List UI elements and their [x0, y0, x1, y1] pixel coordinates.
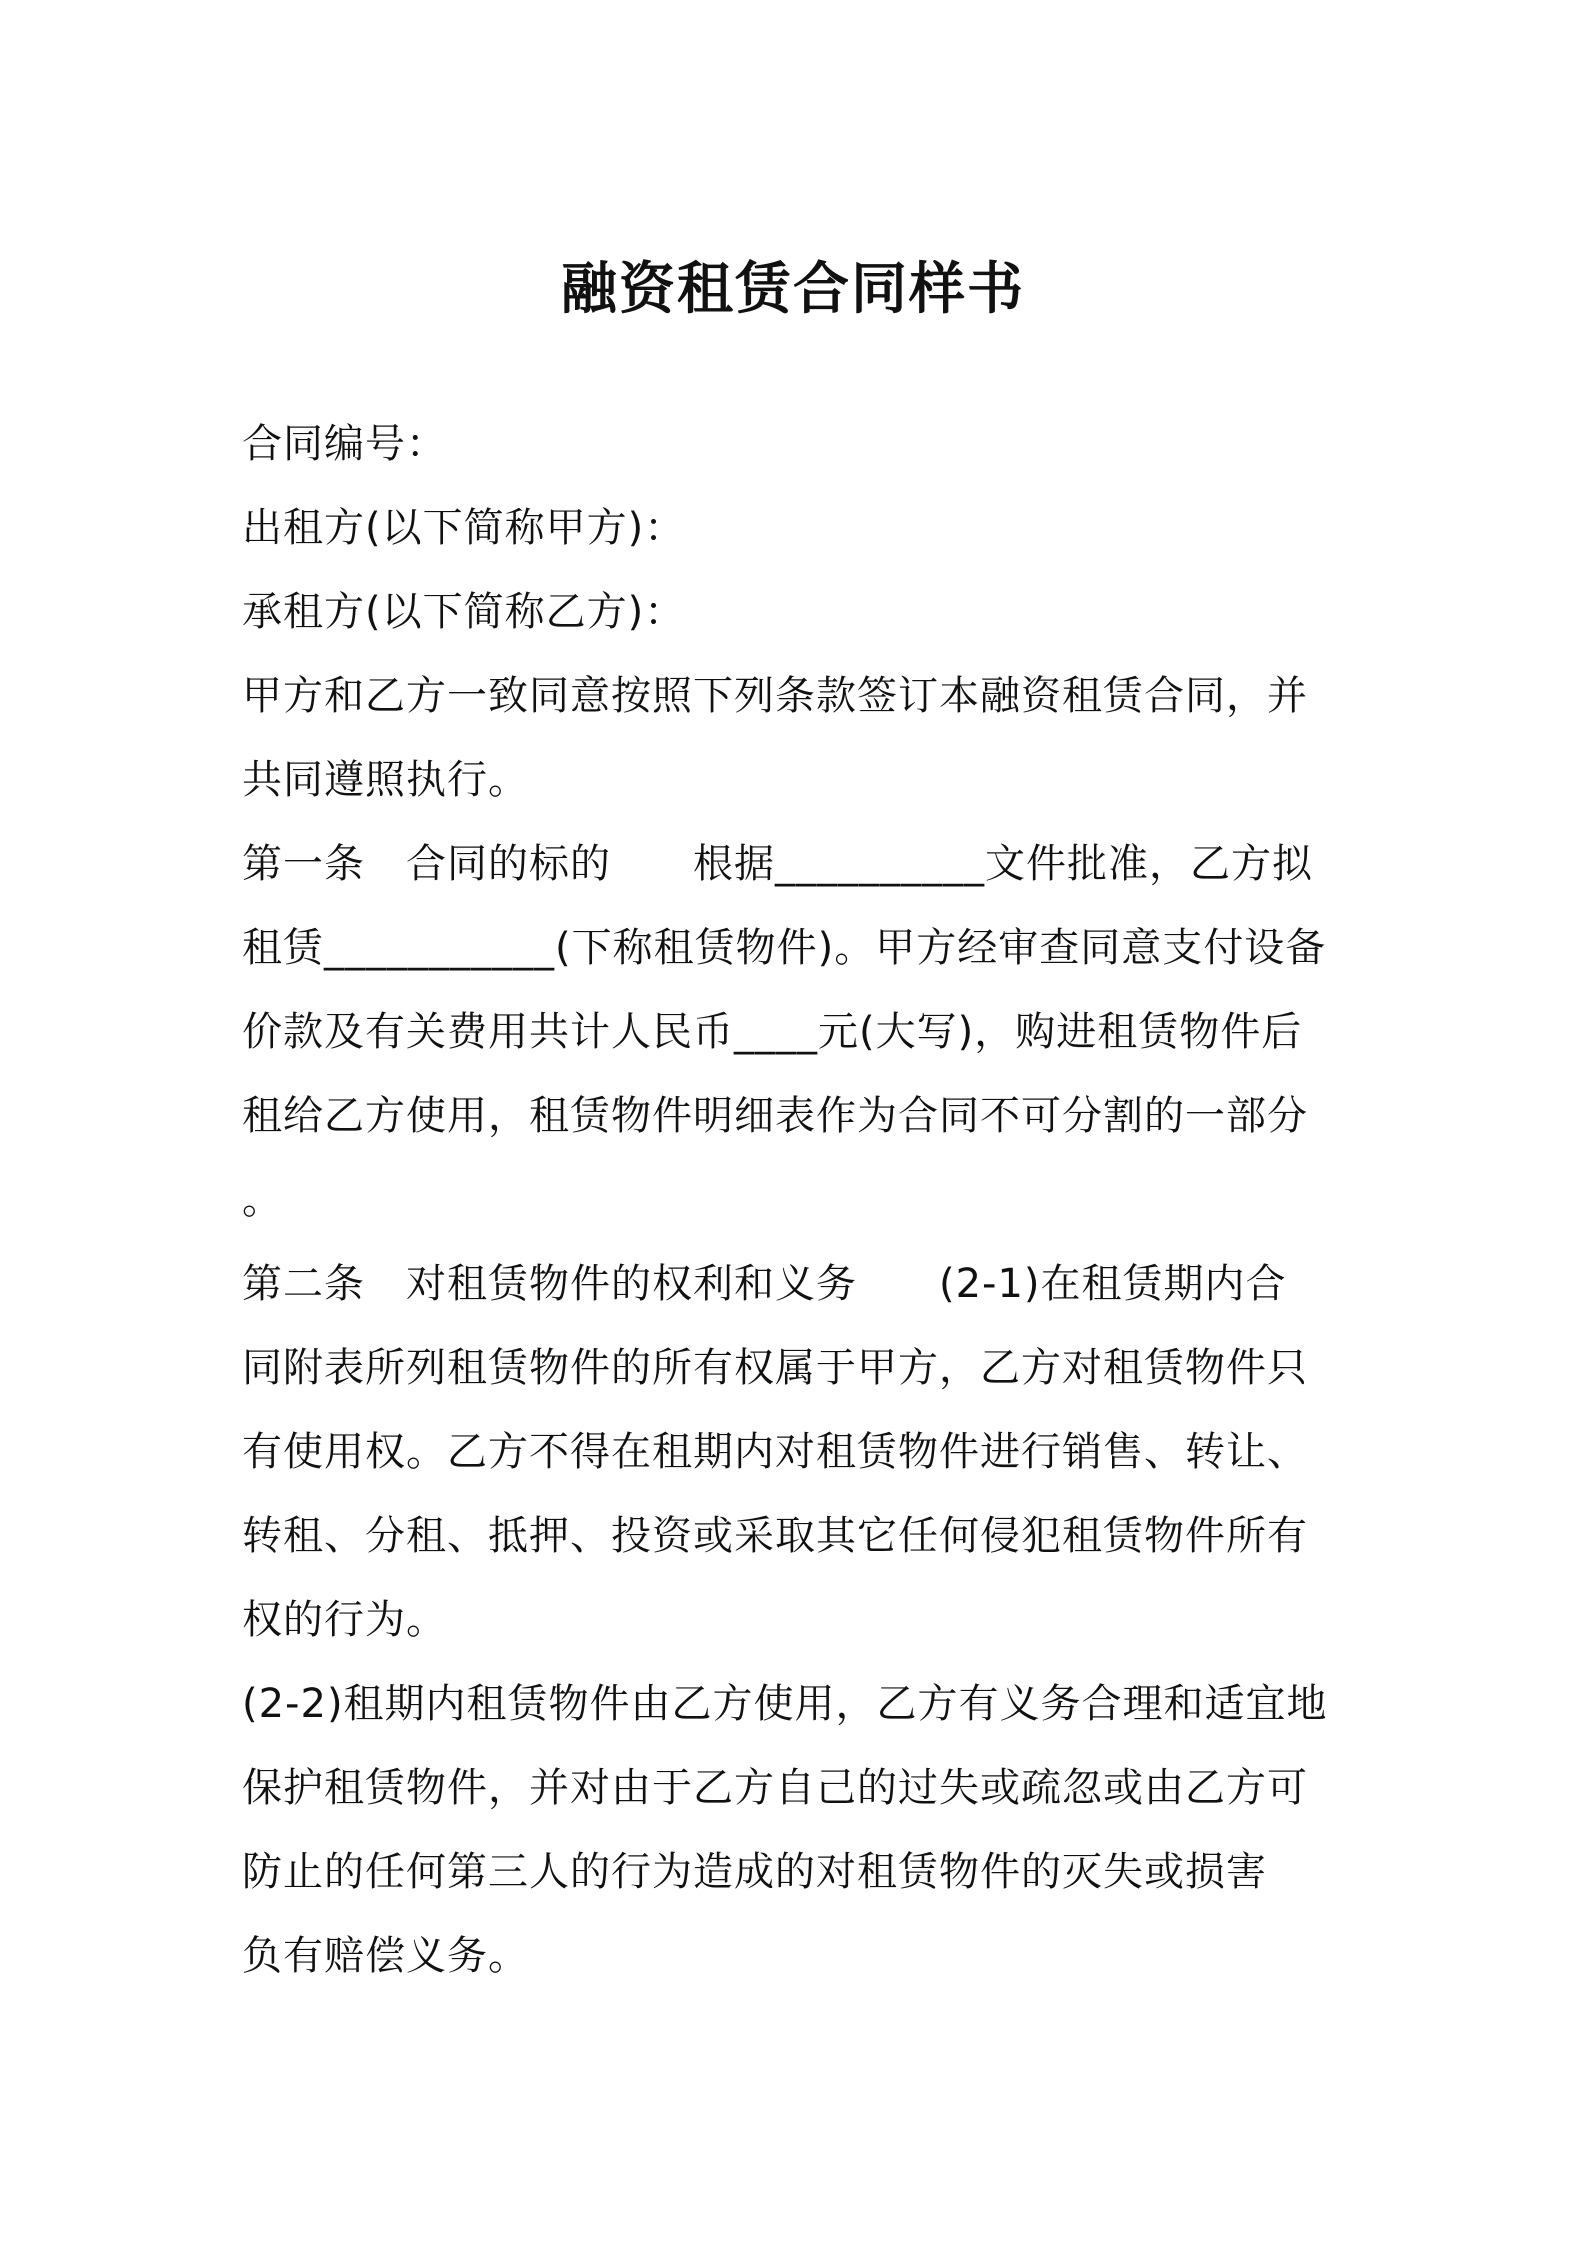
lessee-line: 承租方(以下简称乙方)：	[242, 589, 686, 635]
article-two-line: 转租、分租、抵押、投资或采取其它任何侵犯租赁物件所有	[242, 1513, 1308, 1559]
lessor-line: 出租方(以下简称甲方)：	[242, 505, 686, 551]
article-two-line: 权的行为。	[242, 1597, 447, 1643]
article-one-line: 租赁___________(下称租赁物件)。甲方经审查同意支付设备	[242, 925, 1327, 971]
article-one-line: 价款及有关费用共计人民币____元(大写)，购进租赁物件后	[242, 1009, 1303, 1055]
document-body	[242, 402, 1357, 1998]
article-two-line: 第二条 对租赁物件的权利和义务 (2-1)在租赁期内合	[242, 1261, 1287, 1307]
article-two-line: 同附表所列租赁物件的所有权属于甲方，乙方对租赁物件只	[242, 1345, 1308, 1391]
article-one-line: 。	[242, 1177, 283, 1223]
contract-number-line: 合同编号：	[242, 421, 447, 467]
article-two-line: 有使用权。乙方不得在租期内对租赁物件进行销售、转让、	[242, 1429, 1308, 1475]
agreement-line: 甲方和乙方一致同意按照下列条款签订本融资租赁合同，并	[242, 673, 1308, 719]
article-one-line: 租给乙方使用，租赁物件明细表作为合同不可分割的一部分	[242, 1093, 1308, 1139]
clause-2-2-line: 保护租赁物件，并对由于乙方自己的过失或疏忽或由乙方可	[242, 1765, 1308, 1811]
article-one-line: 第一条 合同的标的 根据__________文件批准，乙方拟	[242, 841, 1313, 887]
document-title: 融资租赁合同样书	[561, 257, 1025, 322]
clause-2-2-line: 防止的任何第三人的行为造成的对租赁物件的灭失或损害	[242, 1849, 1267, 1895]
clause-2-2-line: (2-2)租期内租赁物件由乙方使用，乙方有义务合理和适宜地	[242, 1681, 1328, 1727]
agreement-line: 共同遵照执行。	[242, 757, 529, 803]
clause-2-2-line: 负有赔偿义务。	[242, 1933, 529, 1979]
